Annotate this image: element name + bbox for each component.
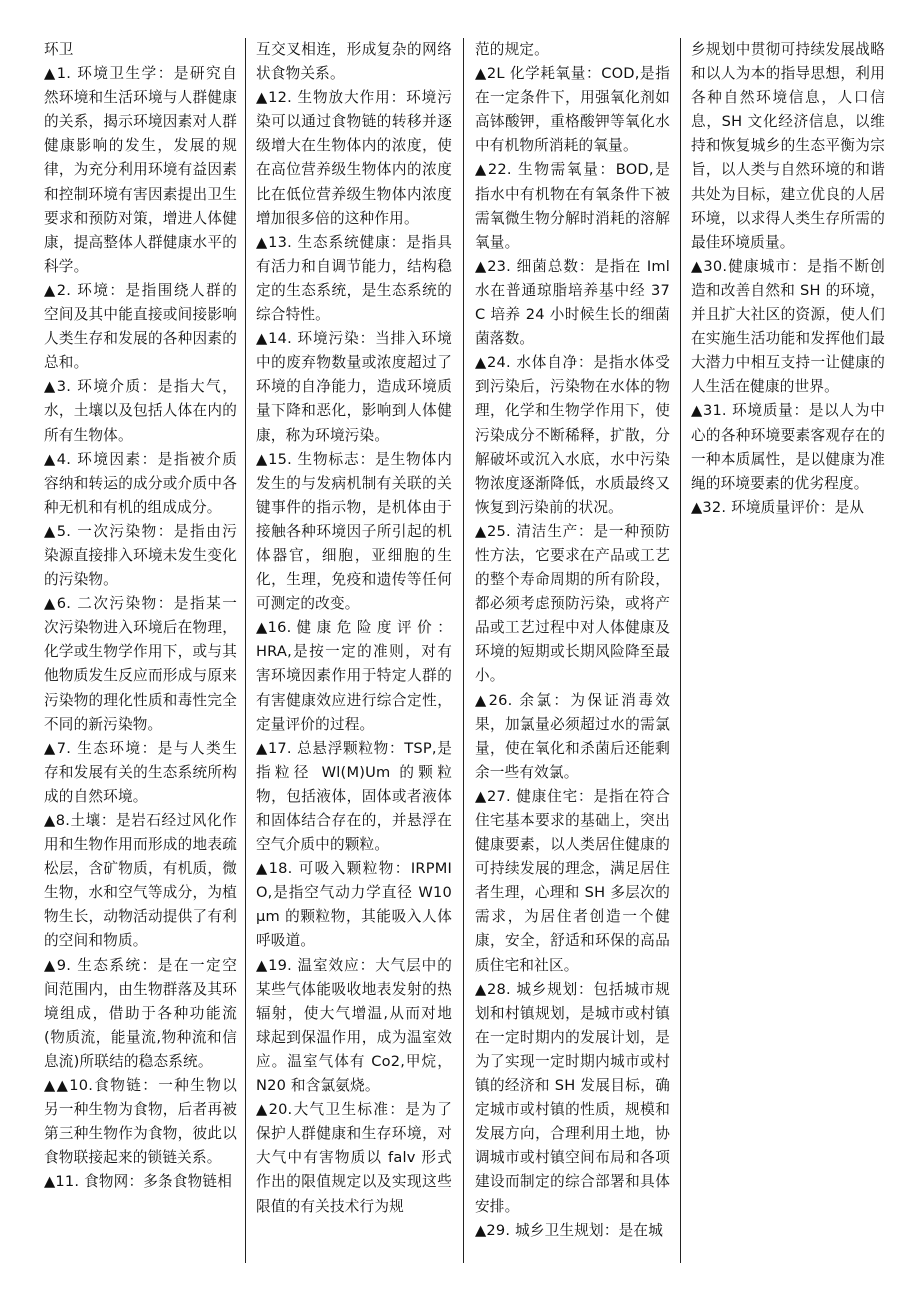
term-definition-31: ▲31. 环境质量：是以人为中心的各种环境要素客观存在的一种本质属性，是以健康为准绳的环境要素的优劣程度。 [691, 402, 885, 492]
term-definition-9: ▲9. 生态系统：是在一定空间范围内，由生物群落及其环境组成，借助于各种功能流(物质流，能量流,物种流和信息流)所联结的稳态系统。 [44, 956, 237, 1070]
term-definition-3: ▲3. 环境介质：是指大气，水，土壤以及包括人体在内的所有生物体。 [44, 378, 237, 444]
term-definition-1: ▲1. 环境卫生学：是研究自然环境和生活环境与人群健康的关系，揭示环境因素对人群健康影响的发生，发展的规律，为充分利用环境有益因素和控制环境有害因素提出卫生要求和预防对策，增进人体健康，提高整体人群健康水平的科学。 [44, 65, 237, 275]
term-definition-continued: 乡规划中贯彻可持续发展战略和以人为本的指导思想，利用各种自然环境信息，人口信息，SH 文化经济信息，以维持和恢复城乡的生态平衡为宗旨，以人类与自然环境的和谐共处为目标，建立优良的人居环境，以求得人类生存所需的最佳环境质量。 [691, 41, 885, 251]
term-definition-14: ▲14. 环境污染：当排入环境中的废弃物数量或浓度超过了环境的自净能力，造成环境质量下降和恶化，影响到人体健康，称为环境污染。 [256, 330, 452, 444]
text-column-4 [691, 38, 885, 1263]
text-column-3 [475, 38, 670, 1263]
term-definition-28: ▲28. 城乡规划：包括城市规划和村镇规划，是城市或村镇在一定时期内的发展计划，是为了实现一定时期内城市或村镇的经济和 SH 发展目标，确定城市或村镇的性质，规模和发展方向，合理利用土地，协调城市或村镇空间布局和各项建设而制定的综合部署和具体安排。 [475, 980, 670, 1215]
term-definition-13: ▲13. 生态系统健康：是指具有活力和自调节能力，结构稳定的生态系统，是生态系统的综合特性。 [256, 233, 452, 324]
column-divider [680, 38, 681, 1263]
term-definition-19: ▲19. 温室效应：大气层中的某些气体能吸收地表发射的热辐射，使大气增温,从而对地球起到保温作用，成为温室效应。温室气体有 Co2,甲烷，N20 和含氯氨烧。 [256, 956, 452, 1095]
term-definition-15: ▲15. 生物标志：是生物体内发生的与发病机制有关联的关键事件的指示物，是机体由于接触各种环境因子所引起的机体器官，细胞，亚细胞的生化，生理，免疫和遗传等任何可测定的改变。 [256, 450, 452, 613]
term-definition-18: ▲18. 可吸入颗粒物：IRPMIO,是指空气动力学直径 W10μm 的颗粒物，其能吸入人体呼吸道。 [256, 860, 452, 950]
section-heading: 环卫 [44, 41, 74, 58]
term-definition-5: ▲5. 一次污染物：是指由污染源直接排入环境未发生变化的污染物。 [44, 522, 237, 589]
term-definition-17: ▲17. 总悬浮颗粒物：TSP,是指粒径 Wl(M)Um 的颗粒物，包括液体，固体或者液体和固体结合存在的，并悬浮在空气介质中的颗粒。 [256, 739, 452, 854]
term-definition-4: ▲4. 环境因素：是指被介质容纳和转运的成分或介质中各种无机和有机的组成成分。 [44, 450, 237, 516]
term-definition-7: ▲7. 生态环境：是与人类生存和发展有关的生态系统所构成的自然环境。 [44, 739, 237, 805]
term-definition-16: ▲16. 健 康 危 险 度 评 价 ：HRA,是按一定的准则，对有害环境因素作用于特定人群的有害健康效应进行综合定性，定量评价的过程。 [256, 619, 452, 733]
term-definition-8: ▲8.土壤：是岩石经过风化作用和生物作用而形成的地表疏松层，含矿物质，有机质，微生物，水和空气等成分，为植物生长，动物活动提供了有利的空间和物质。 [44, 812, 237, 950]
term-definition-25: ▲25. 清洁生产：是一种预防性方法，它要求在产品或工艺的整个寿命周期的所有阶段，都必须考虑预防污染，或将产品或工艺过程中对人体健康及环境的短期或长期风险降至最小。 [475, 522, 670, 685]
term-definition-23: ▲23. 细菌总数：是指在 Iml 水在普通琼脂培养基中经 37C 培养 24 小时候生长的细菌菌落数。 [475, 257, 670, 348]
term-definition-24: ▲24. 水体自净：是指水体受到污染后，污染物在水体的物理，化学和生物学作用下，使污染成分不断稀释，扩散，分解破坏或沉入水底，水中污染物浓度逐渐降低，水质最终又恢复到污染前的状况。 [475, 354, 670, 516]
term-definition-20: ▲20.大气卫生标准：是为了保护人群健康和生存环境，对大气中有害物质以 falv 形式作出的限值规定以及实现这些限值的有关技术行为规 [256, 1101, 452, 1215]
document-page [40, 38, 885, 1263]
term-definition-26: ▲26. 余氯：为保证消毒效果，加氯量必须超过水的需氯量，使在氧化和杀菌后还能剩余一些有效氯。 [475, 691, 670, 781]
term-definition-27: ▲27. 健康住宅：是指在符合住宅基本要求的基础上，突出健康要素，以人类居住健康的可持续发展的理念，满足居住者生理，心理和 SH 多层次的需求，为居住者创造一个健康，安全，舒适和环保的高品质住宅和社区。 [475, 787, 670, 974]
term-definition-6: ▲6. 二次污染物：是指某一次污染物进入环境后在物理，化学或生物学作用下，或与其他物质发生反应而形成与原来污染物的理化性质和毒性完全不同的新污染物。 [44, 595, 237, 733]
term-definition-continued: 范的规定。 [475, 41, 549, 58]
term-definition-2: ▲2. 环境：是指围绕人群的空间及其中能直接或间接影响人类生存和发展的各种因素的总和。 [44, 281, 237, 372]
text-column-2 [256, 38, 452, 1263]
term-definition-29: ▲29. 城乡卫生规划：是在城 [475, 1221, 664, 1239]
column-divider [463, 38, 464, 1263]
term-definition-30: ▲30.健康城市：是指不断创造和改善自然和 SH 的环境，并且扩大社区的资源，使人们在实施生活功能和发挥他们最大潜力中相互支持一让健康的人生活在健康的世界。 [691, 257, 885, 396]
term-definition-continued: 互交叉相连，形成复杂的网络状食物关系。 [256, 41, 452, 83]
term-definition-32: ▲32. 环境质量评价：是从 [691, 498, 865, 516]
term-definition-11: ▲11. 食物网：多条食物链相 [44, 1173, 233, 1191]
term-definition-12: ▲12. 生物放大作用：环境污染可以通过食物链的转移并逐级增大在生物体内的浓度，使在高位营养级生物体内的浓度比在低位营养级生物体内浓度增加很多倍的这种作用。 [256, 89, 452, 227]
term-definition-21: ▲2L 化学耗氧量：COD,是指在一定条件下，用强氧化剂如高钵酸钾，重格酸钾等氧化水中有机物所消耗的氧量。 [475, 65, 670, 155]
term-definition-22: ▲22. 生物需氧量：BOD,是指水中有机物在有氧条件下被需氧微生物分解时消耗的溶解氧量。 [475, 161, 670, 251]
term-definition-10: ▲▲10.食物链：一种生物以另一种生物为食物，后者再被第三种生物作为食物，彼此以食物联接起来的锁链关系。 [44, 1077, 237, 1167]
column-divider [245, 38, 246, 1263]
text-column-1 [44, 38, 237, 1263]
